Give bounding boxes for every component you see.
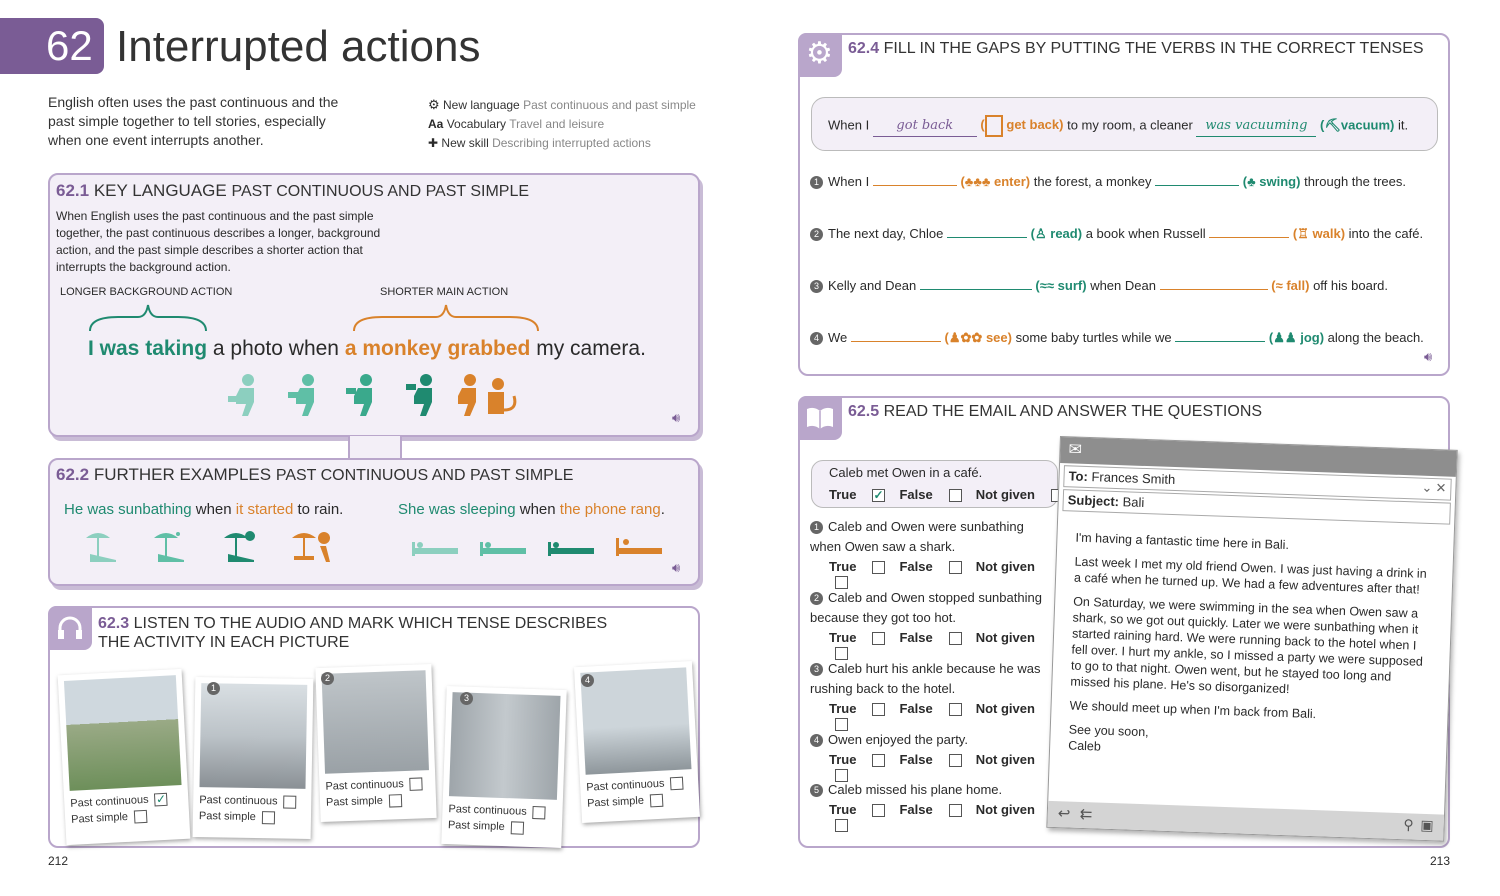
intro-text: English often uses the past continuous and the past simple together to tell stories, especially when one event interrupts another. (48, 94, 339, 148)
tf-question-2: 2 Caleb and Owen stopped sunbathing because they got too hot. True False Not given (810, 588, 1050, 659)
celebrating-hikers-image (580, 667, 691, 774)
gap-item-1: 1 When I (♣♣♣ enter) the forest, a monkey (♣ swing) through the trees. (810, 172, 1406, 192)
tf-question-5: 5 Caleb missed his plane home. True False Not given (810, 780, 1050, 830)
fill-example-sentence: When I got back ( get back) to my room, a cleaner was vacuuming (⛏vacuum) it. (828, 115, 1408, 137)
puzzle-icon: ✚ (428, 136, 439, 150)
attachment-icon[interactable]: ⚲ (1403, 816, 1414, 833)
q4-checkbox-continuous[interactable] (670, 776, 684, 790)
gap-2b-input[interactable] (1209, 237, 1289, 238)
section-62-2-heading: 62.2 FURTHER EXAMPLES PAST CONTINUOUS AND PAST SIMPLE (56, 465, 574, 484)
chevron-down-icon[interactable]: ⌄ (1421, 479, 1433, 496)
gap-1a-input[interactable] (873, 185, 957, 186)
label-main-action: SHORTER MAIN ACTION (380, 286, 509, 298)
page-title: Interrupted actions (116, 22, 481, 71)
sunbathing-icon-3 (224, 531, 255, 562)
reply-icon[interactable]: ↩ (1057, 805, 1071, 823)
tf-question-4: 4 Owen enjoyed the party. True False Not given (810, 730, 1050, 780)
boots-image (322, 670, 429, 774)
example-sentence-2: She was sleeping when the phone rang. (398, 501, 665, 518)
rain-start-icon (292, 532, 330, 562)
example-checkbox-simple[interactable] (134, 809, 148, 823)
sleeping-icon-3 (548, 542, 594, 556)
gap-item-2: 2 The next day, Chloe (♙ read) a book when Russell (♖ walk) into the café. (810, 224, 1423, 244)
photo-3: Past continuous Past simple (441, 686, 566, 848)
photo-2: Past continuous Past simple (315, 664, 436, 822)
q3-checkbox-simple[interactable] (511, 821, 524, 834)
photographer-pictograms (226, 370, 526, 422)
gap-3b-input[interactable] (1160, 289, 1268, 290)
gap-3a-input[interactable] (920, 289, 1032, 290)
brace-right (352, 303, 540, 333)
photographer-icon-2 (288, 374, 314, 416)
sunbather-pictograms (80, 530, 350, 564)
falling-surfer-icon: ≈ (1275, 278, 1283, 293)
q1-true-checkbox[interactable] (872, 561, 885, 574)
photo-1-number: 1 (207, 682, 220, 695)
tf-question-3: 3 Caleb hurt his ankle because he was rushing back to the hotel. True False Not given (810, 659, 1050, 730)
gap-4a-input[interactable] (851, 341, 941, 342)
example-sentence-1: He was sunbathing when it started to rain. (64, 501, 344, 518)
phone-ring-icon (616, 538, 662, 556)
envelope-icon: ✉ (1068, 441, 1083, 459)
monkey-swing-icon: ♣ (1247, 174, 1256, 189)
example-checkbox-continuous[interactable]: ✓ (155, 791, 167, 806)
photo-4: Past continuous Past simple (574, 661, 700, 823)
monkey-grab-icon (458, 374, 515, 416)
tf-question-1: 1 Caleb and Owen were sunbathing when Owen saw a shark. True False Not given (810, 517, 1050, 588)
photographer-icon-3 (346, 374, 372, 416)
gap-1b-input[interactable] (1155, 185, 1239, 186)
gap-4b-input[interactable] (1175, 341, 1265, 342)
turtles-icon: ♟✿✿ (948, 330, 983, 345)
example-false-checkbox[interactable] (949, 489, 962, 502)
page-number-right: 213 (1430, 854, 1451, 868)
vacuum-icon: ⛏ (1324, 117, 1341, 133)
q4-checkbox-simple[interactable] (650, 793, 664, 807)
tf-questions (810, 517, 1050, 830)
section-62-1-body: When English uses the past continuous and the past simple together, the past continuous describes a longer, background action, and the past simple describes a shorter action that interrupts the background action. (56, 209, 381, 274)
email-body: I'm having a fantastic time here in Bali. Last week I met my old friend Owen. I was just having a drink in a café when he turned up. We had a few adventures after that! On Saturday, we were swimming in the sea when Owen saw a shark, so we got out quickly. Later we were sunbathing when it started raining hard. We were running back to the hotel when I fell over. I hurt my ankle, so I missed a party we were supposed to go to that night. Owen went, but he stayed too long and missed his plane. He's so disorganized! We should meet up when I'm back from Bali. See you soon, Caleb (1067, 530, 1427, 754)
photo-2-number: 2 (321, 672, 334, 685)
hikers-image (64, 675, 182, 791)
photographer-icon-1 (228, 374, 254, 416)
meta-vocabulary: Aa Vocabulary Travel and leisure (428, 117, 605, 131)
gap-2a-input[interactable] (947, 237, 1027, 238)
email-window (1046, 436, 1457, 842)
photo-1: Past continuous Past simple (193, 677, 314, 839)
q3-checkbox-continuous[interactable] (532, 806, 545, 819)
section-62-4-heading: 62.4 FILL IN THE GAPS BY PUTTING THE VERBS IN THE CORRECT TENSES (848, 40, 1424, 57)
q1-checkbox-simple[interactable] (262, 811, 275, 824)
headphones-icon (56, 614, 84, 642)
q1-false-checkbox[interactable] (949, 561, 962, 574)
q4-true-checkbox[interactable] (872, 754, 885, 767)
meta-list (428, 95, 696, 153)
climbers-image (199, 683, 307, 789)
q3-true-checkbox[interactable] (872, 703, 885, 716)
open-book-icon (805, 405, 835, 431)
photo-4-number: 4 (581, 674, 594, 687)
close-icon[interactable]: ✕ (1435, 480, 1447, 496)
trash-icon[interactable]: ▣ (1420, 816, 1434, 834)
page-number-left: 212 (48, 854, 69, 868)
section-62-4 (798, 33, 1450, 376)
sleeper-pictograms (408, 536, 678, 562)
audio-icon[interactable]: 🔊︎ (672, 560, 681, 575)
q2-checkbox-simple[interactable] (389, 794, 402, 807)
surfers-icon: ≈≈ (1039, 278, 1055, 293)
label-background-action: LONGER BACKGROUND ACTION (60, 286, 233, 298)
q5-true-checkbox[interactable] (872, 804, 885, 817)
sleeping-icon-1 (412, 542, 458, 556)
meta-language: ⚙ New language Past continuous and past simple (428, 97, 696, 112)
audio-icon[interactable]: 🔊︎ (1424, 349, 1433, 364)
example-true-checkbox[interactable]: ✓ (873, 488, 884, 503)
section-62-5-heading: 62.5 READ THE EMAIL AND ANSWER THE QUESTIONS (848, 403, 1263, 420)
reply-all-icon[interactable]: ⇇ (1079, 805, 1093, 824)
vocabulary-icon: Aa (428, 117, 444, 131)
photographer-icon-4 (406, 374, 432, 416)
q4-false-checkbox[interactable] (949, 754, 962, 767)
email-to-row: To: Frances Smith ⌄ ✕ (1063, 465, 1452, 501)
reader-icon: ♙ (1034, 226, 1047, 241)
trees-icon: ♣♣♣ (964, 174, 991, 189)
q1-checkbox-continuous[interactable] (283, 795, 296, 808)
gap-item-3: 3 Kelly and Dean (≈≈ surf) when Dean (≈ fall) off his board. (810, 276, 1388, 296)
door-icon (985, 115, 1003, 137)
gears-icon: ⚙ (806, 37, 833, 70)
q2-false-checkbox[interactable] (949, 632, 962, 645)
section-connector (348, 436, 402, 460)
gap-item-4: 4 We (♟✿✿ see) some baby turtles while we (♟♟ jog) along the beach. (810, 328, 1424, 348)
sunbathing-icon-2 (154, 532, 184, 562)
photo-3-number: 3 (460, 692, 473, 705)
brace-left (88, 303, 208, 333)
photo-example: Past continuous ✓ Past simple (58, 669, 191, 845)
section-62-1-heading: 62.1 KEY LANGUAGE PAST CONTINUOUS AND PAST SIMPLE (56, 181, 530, 200)
sleeping-icon-2 (480, 542, 526, 556)
q2-checkbox-continuous[interactable] (410, 777, 423, 790)
q2-true-checkbox[interactable] (872, 632, 885, 645)
section-62-3-heading: 62.3 LISTEN TO THE AUDIO AND MARK WHICH TENSE DESCRIBES THE ACTIVITY IN EACH PICTURE (98, 615, 608, 651)
joggers-icon: ♟♟ (1273, 330, 1297, 345)
audio-icon[interactable]: 🔊︎ (672, 410, 681, 425)
tf-example-text: Caleb met Owen in a café. True ✓ False Not given (829, 463, 1074, 505)
hands-grip-image (449, 692, 561, 800)
q5-notgiven-checkbox[interactable] (835, 819, 848, 832)
sunbathing-icon-1 (86, 533, 116, 562)
gears-icon: ⚙ (428, 97, 440, 112)
key-sentence: I was taking a photo when a monkey grabbed my camera. (88, 337, 646, 360)
q3-false-checkbox[interactable] (949, 703, 962, 716)
email-subject-row: Subject: Bali (1062, 489, 1451, 525)
chapter-number: 62 (46, 22, 93, 69)
meta-skill: ✚ New skill Describing interrupted actions (428, 136, 651, 150)
walking-door-icon: ♖ (1297, 226, 1309, 241)
q5-false-checkbox[interactable] (949, 804, 962, 817)
